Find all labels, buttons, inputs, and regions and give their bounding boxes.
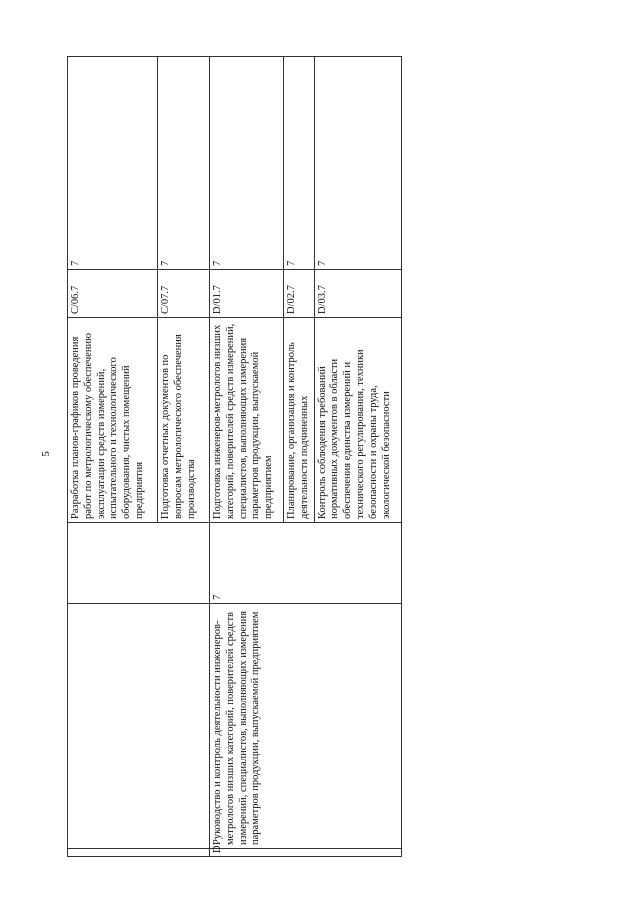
- rotated-table-sheet: [67, 57, 400, 857]
- function-level: 7: [210, 57, 284, 270]
- group-d-code: D: [210, 849, 402, 857]
- group-c-level-cell: [68, 523, 210, 604]
- page-number: 5: [40, 451, 52, 457]
- table-row: [210, 57, 284, 857]
- group-c-code-cell: [68, 849, 210, 857]
- function-code: C/07.7: [158, 270, 210, 318]
- functions-table: [67, 56, 402, 857]
- function-level: 7: [314, 57, 401, 270]
- function-name: Подготовка отчетных документов по вопросам метрологического обеспечения производства: [158, 318, 210, 523]
- rotated-table-area: [67, 57, 400, 857]
- function-name: Планирование, организация и контроль деятельности подчиненных: [284, 318, 315, 523]
- group-c-name-cell: [68, 604, 210, 849]
- function-code: D/03.7: [314, 270, 401, 318]
- function-level: 7: [284, 57, 315, 270]
- function-code: D/01.7: [210, 270, 284, 318]
- function-code: D/02.7: [284, 270, 315, 318]
- function-name: Разработка планов-графиков проведения работ по метрологическому обеспечению эксплуатации средств измерений, испытательного и технологического оборудования, чистых помещений предприятия: [68, 318, 158, 523]
- group-d-level: 7: [210, 523, 402, 604]
- function-level: 7: [158, 57, 210, 270]
- function-code: C/06.7: [68, 270, 158, 318]
- table-row: [68, 57, 158, 857]
- function-level: 7: [68, 57, 158, 270]
- group-d-name: Руководство и контроль деятельности инженеров-метрологов низших категорий, поверителей средств измерений, специалистов, выполняющих измерения параметров продукции, выпускаемой предприятием: [210, 604, 402, 849]
- function-name: Контроль соблюдения требований нормативных документов в области обеспечения единства измерений и технического регулирования, техники безопасности и охраны труда, экологической безопасности: [314, 318, 401, 523]
- function-name: Подготовка инженеров-метрологов низших категорий, поверителей средств измерений, специалистов, выполняющих измерения параметров продукции, выпускаемой предприятием: [210, 318, 284, 523]
